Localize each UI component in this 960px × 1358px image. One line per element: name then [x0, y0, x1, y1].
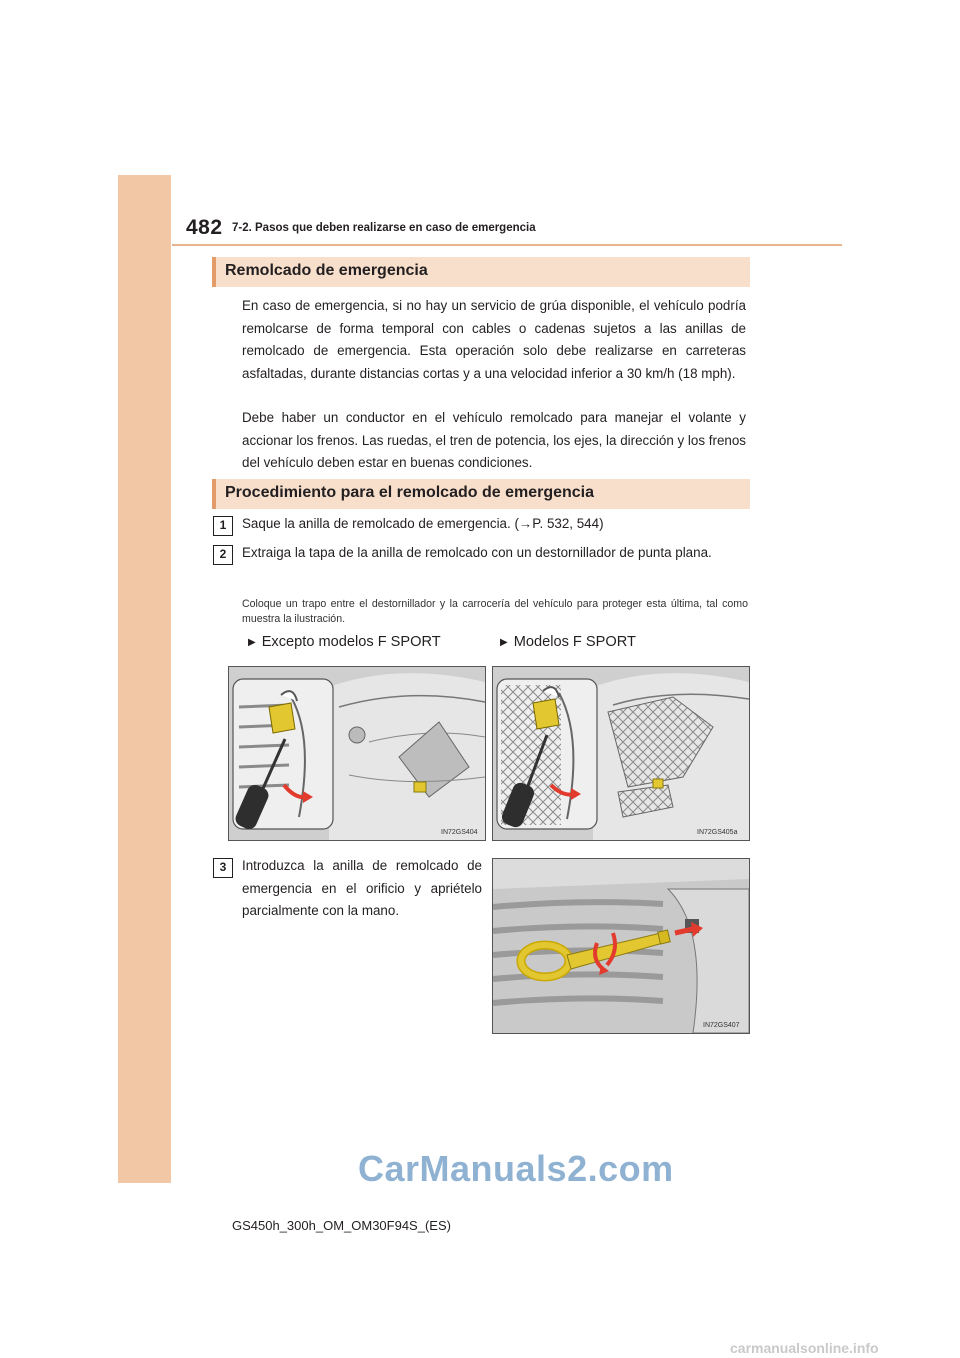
watermark-carmanualsonline: carmanualsonline.info [730, 1340, 879, 1356]
step-number-2: 2 [213, 545, 233, 565]
illustration-tow-ring-install [492, 858, 750, 1034]
variant-label-fsport [500, 634, 636, 650]
step-number-3: 3 [213, 858, 233, 878]
image-code-3: IN72GS407 [703, 1022, 740, 1029]
variant-label-standard [248, 634, 441, 650]
illustration-fsport-cover-removal [492, 666, 750, 841]
page-number: 482 [186, 216, 223, 239]
step-text-2: Extraiga la tapa de la anilla de remolcado con un destornillador de punta plana. [242, 545, 712, 560]
illustration-tow-ring-svg [493, 859, 749, 1033]
section-heading-label: Procedimiento para el remolcado de emergencia [225, 484, 595, 501]
illustration-fsport-svg [493, 667, 749, 840]
step-text-1: Saque la anilla de remolcado de emergencia. (→P. 532, 544) [242, 516, 604, 531]
paragraph-intro: En caso de emergencia, si no hay un servicio de grúa disponible, el vehículo podría remolcarse de forma temporal con cables o cadenas sujetos a las anillas de remolcado de emergencia. Esta operación solo debe realizarse en carreteras asfaltadas, durante distancias cortas y a una velocidad inferior a 30 km/h (18 mph). [242, 298, 746, 381]
triangle-bullet-icon: ▶ [500, 637, 508, 648]
illustration-standard-svg [229, 667, 485, 840]
footer-manual-code: GS450h_300h_OM_OM30F94S_(ES) [232, 1218, 451, 1233]
variant-label-text: Excepto modelos F SPORT [261, 634, 441, 650]
header-divider [172, 244, 842, 246]
running-header-title: 7-2. Pasos que deben realizarse en caso de emergencia [232, 222, 536, 234]
side-accent-band [118, 175, 171, 1183]
step-text-3: Introduzca la anilla de remolcado de emergencia en el orificio y apriételo parcialmente con la mano. [242, 858, 482, 919]
variant-label-text: Modelos F SPORT [513, 634, 636, 650]
watermark-carmanuals2: CarManuals2.com [358, 1148, 674, 1189]
paragraph-conditions: Debe haber un conductor en el vehículo remolcado para manejar el volante y accionar los frenos. Las ruedas, el tren de potencia, los ejes, la dirección y los frenos del vehículo deben estar en buenas condiciones. [242, 410, 746, 471]
illustration-standard-cover-removal [228, 666, 486, 841]
image-code-1: IN72GS404 [441, 829, 478, 836]
step-number-1: 1 [213, 516, 233, 536]
section-heading-label: Remolcado de emergencia [225, 262, 428, 279]
section-heading-procedimiento [212, 479, 750, 509]
triangle-bullet-icon: ▶ [248, 637, 256, 648]
section-heading-remolcado [212, 257, 750, 287]
step-2-note: Coloque un trapo entre el destornillador y la carrocería del vehículo para proteger esta última, tal como muestra la ilustración. [242, 598, 748, 625]
image-code-2: IN72GS405a [697, 829, 738, 836]
